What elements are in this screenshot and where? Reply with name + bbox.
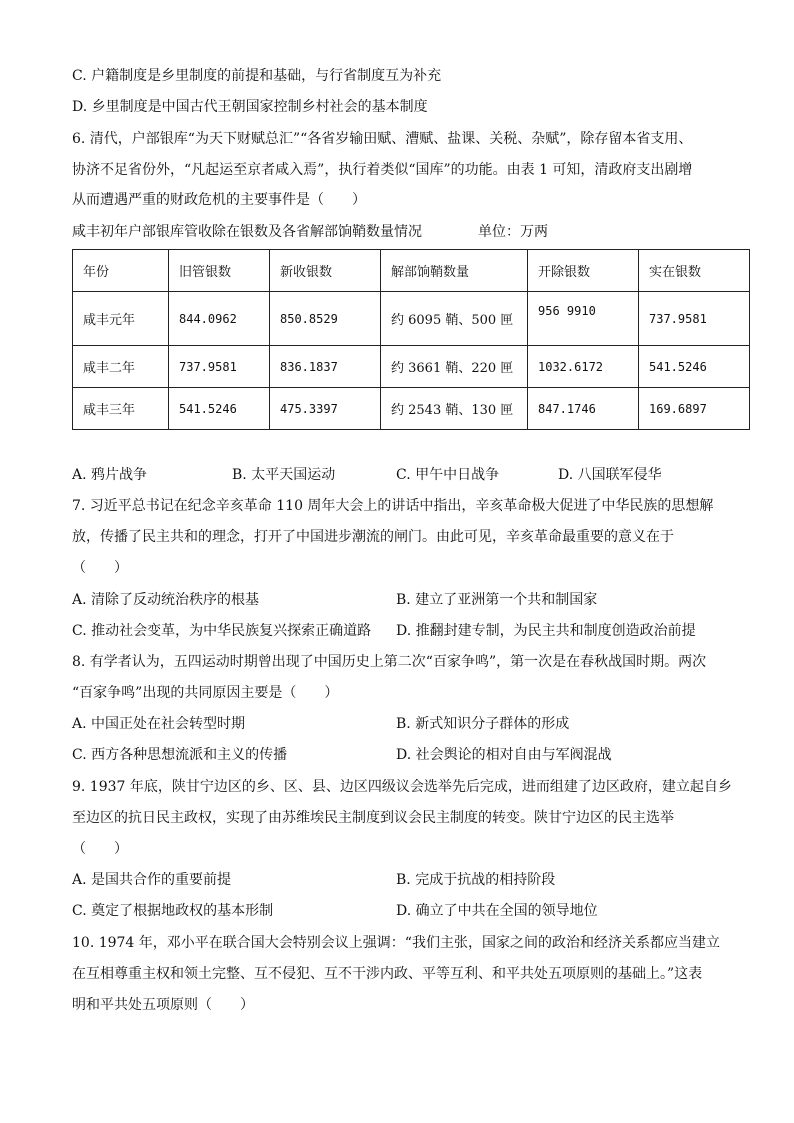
header-actual-balance: 实在银数 (639, 250, 750, 292)
header-old-balance: 旧管银数 (169, 250, 270, 292)
question-10-line-1: 10. 1974 年，邓小平在联合国大会特别会议上强调：“我们主张，国家之间的政治和经济关系都应当建立 (72, 935, 720, 951)
q6-option-b: B. 太平天国运动 (232, 467, 336, 483)
q6-option-a: A. 鸦片战争 (72, 467, 148, 483)
cell-year: 咸丰二年 (73, 346, 169, 388)
q7-option-c: C. 推动社会变革，为中华民族复兴探索正确道路 (72, 623, 372, 639)
option-d-prev: D. 乡里制度是中国古代王朝国家控制乡村社会的基本制度 (72, 99, 428, 115)
cell-expenditure: 1032.6172 (528, 346, 639, 388)
header-year: 年份 (73, 250, 169, 292)
q9-option-b: B. 完成于抗战的相持阶段 (396, 872, 556, 888)
q7-option-d: D. 推翻封建专制，为民主共和制度创造政治前提 (396, 623, 696, 639)
cell-remittance: 约 2543 鞘、130 匣 (381, 388, 528, 430)
table-row (73, 346, 750, 388)
cell-remittance: 约 6095 鞘、500 匣 (381, 292, 528, 346)
cell-new-receipts: 836.1837 (270, 346, 381, 388)
cell-new-receipts: 850.8529 (270, 292, 381, 346)
cell-year: 咸丰元年 (73, 292, 169, 346)
q6-option-c: C. 甲午中日战争 (396, 467, 500, 483)
question-6-line-1: 6. 清代，户部银库“为天下财赋总汇”“各省岁输田赋、漕赋、盐课、关税、杂赋”，除存留本省支用、 (72, 131, 693, 147)
q9-option-a: A. 是国共合作的重要前提 (72, 872, 232, 888)
table-row (73, 292, 750, 346)
table-caption: 咸丰初年户部银库管收除在银数及各省解部饷鞘数量情况 (72, 224, 422, 240)
header-new-receipts: 新收银数 (270, 250, 381, 292)
table-row (73, 388, 750, 430)
header-expenditure: 开除银数 (528, 250, 639, 292)
question-10-line-3: 明和平共处五项原则（ ） (72, 997, 254, 1013)
q8-option-a: A. 中国正处在社会转型时期 (72, 716, 246, 732)
cell-expenditure: 847.1746 (528, 388, 639, 430)
q9-option-d: D. 确立了中共在全国的领导地位 (396, 903, 598, 919)
silver-treasury-table (72, 249, 750, 430)
table-header-row (73, 250, 750, 292)
question-6-line-3: 从而遭遇严重的财政危机的主要事件是（ ） (72, 192, 366, 208)
q7-option-a: A. 清除了反动统治秩序的根基 (72, 592, 260, 608)
q8-option-d: D. 社会舆论的相对自由与军阀混战 (396, 747, 612, 763)
q8-option-b: B. 新式知识分子群体的形成 (396, 716, 570, 732)
question-7-line-1: 7. 习近平总书记在纪念辛亥革命 110 周年大会上的讲话中指出，辛亥革命极大促进了中华民族的思想解 (72, 498, 714, 514)
question-9-line-3: （ ） (72, 841, 128, 857)
cell-old-balance: 844.0962 (169, 292, 270, 346)
question-8-line-2: “百家争鸣”出现的共同原因主要是（ ） (72, 685, 339, 701)
header-remittance: 解部饷鞘数量 (381, 250, 528, 292)
cell-new-receipts: 475.3397 (270, 388, 381, 430)
question-7-line-2: 放，传播了民主共和的理念，打开了中国进步潮流的闸门。由此可见，辛亥革命最重要的意义在于 (72, 529, 674, 545)
question-6-line-2: 协济不足省份外，“凡起运至京者咸入焉”，执行着类似“国库”的功能。由表 1 可知，清政府支出剧增 (72, 162, 693, 178)
cell-year: 咸丰三年 (73, 388, 169, 430)
q9-option-c: C. 奠定了根据地政权的基本形制 (72, 903, 274, 919)
question-10-line-2: 在互相尊重主权和领土完整、互不侵犯、互不干涉内政、平等互利、和平共处五项原则的基础上。”这表 (72, 966, 703, 982)
cell-old-balance: 737.9581 (169, 346, 270, 388)
q8-option-c: C. 西方各种思想流派和主义的传播 (72, 747, 288, 763)
question-9-line-1: 9. 1937 年底，陕甘宁边区的乡、区、县、边区四级议会选举先后完成，进而组建了边区政府，建立起自乡 (72, 779, 732, 795)
question-9-line-2: 至边区的抗日民主政权，实现了由苏维埃民主制度到议会民主制度的转变。陕甘宁边区的民主选举 (72, 810, 674, 826)
cell-remittance: 约 3661 鞘、220 匣 (381, 346, 528, 388)
cell-expenditure: 956 9910 (528, 292, 639, 346)
cell-actual-balance: 169.6897 (639, 388, 750, 430)
cell-actual-balance: 541.5246 (639, 346, 750, 388)
cell-actual-balance: 737.9581 (639, 292, 750, 346)
cell-old-balance: 541.5246 (169, 388, 270, 430)
q7-option-b: B. 建立了亚洲第一个共和制国家 (396, 592, 598, 608)
option-c-prev: C. 户籍制度是乡里制度的前提和基础，与行省制度互为补充 (72, 68, 442, 84)
table-unit: 单位：万两 (478, 224, 548, 240)
question-7-line-3: （ ） (72, 560, 128, 576)
q6-option-d: D. 八国联军侵华 (558, 467, 662, 483)
question-8-line-1: 8. 有学者认为，五四运动时期曾出现了中国历史上第二次“百家争鸣”，第一次是在春秋战国时期。两次 (72, 654, 707, 670)
